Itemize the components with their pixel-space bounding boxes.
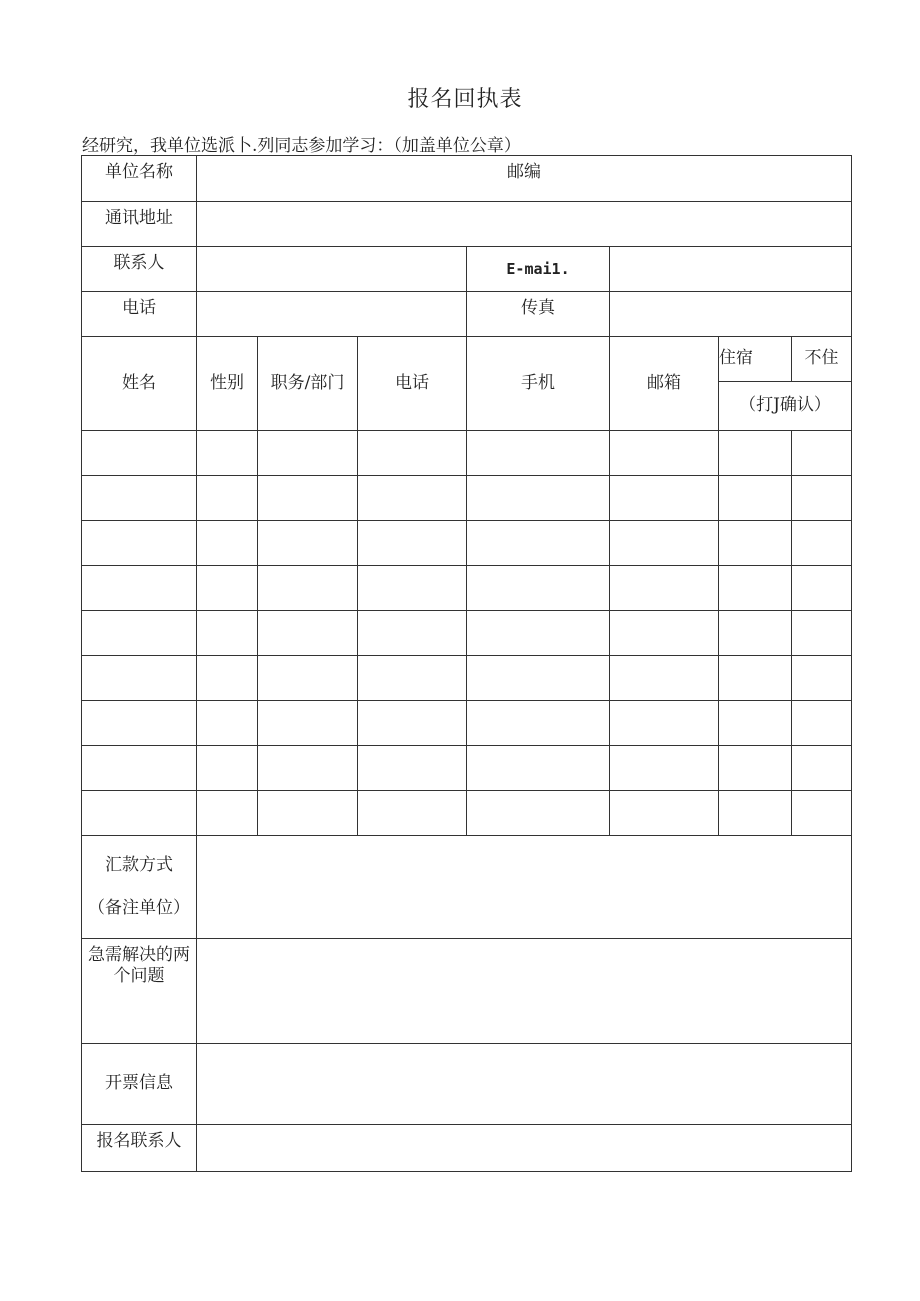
attendee-cell[interactable] [719, 566, 792, 611]
phone-field[interactable] [197, 292, 467, 337]
attendee-cell[interactable] [610, 656, 719, 701]
attendee-cell[interactable] [197, 476, 258, 521]
attendee-cell[interactable] [467, 791, 610, 836]
attendee-cell[interactable] [258, 701, 358, 746]
issues-field[interactable] [197, 939, 852, 1044]
attendee-row [82, 476, 852, 521]
attendee-cell[interactable] [258, 746, 358, 791]
attendee-cell[interactable] [358, 611, 467, 656]
attendee-cell[interactable] [258, 521, 358, 566]
attendee-cell[interactable] [258, 791, 358, 836]
fax-label: 传真 [467, 292, 610, 337]
reg-contact-label: 报名联系人 [82, 1125, 197, 1172]
attendee-cell[interactable] [467, 431, 610, 476]
attendee-cell[interactable] [358, 746, 467, 791]
col-header-mobile: 手机 [467, 337, 610, 431]
col-header-stay: 住宿 [719, 337, 792, 382]
email-field[interactable] [610, 247, 852, 292]
invoice-field[interactable] [197, 1044, 852, 1125]
attendee-cell[interactable] [197, 521, 258, 566]
attendee-cell[interactable] [197, 431, 258, 476]
address-label: 通讯地址 [82, 202, 197, 247]
col-header-gender: 性别 [197, 337, 258, 431]
payment-label: 汇款方式 （备注单位） [82, 836, 197, 939]
attendee-cell[interactable] [719, 521, 792, 566]
attendee-cell[interactable] [467, 656, 610, 701]
attendee-cell[interactable] [82, 611, 197, 656]
attendee-cell[interactable] [719, 701, 792, 746]
address-field[interactable] [197, 202, 852, 247]
attendee-cell[interactable] [792, 656, 852, 701]
attendee-cell[interactable] [792, 476, 852, 521]
attendee-cell[interactable] [258, 611, 358, 656]
attendee-cell[interactable] [197, 701, 258, 746]
check-note: （打J确认） [719, 382, 852, 431]
attendee-row [82, 431, 852, 476]
attendee-row [82, 791, 852, 836]
attendee-cell[interactable] [197, 566, 258, 611]
email-label: E-mai1. [467, 247, 610, 292]
unit-name-field[interactable] [197, 156, 852, 202]
attendee-cell[interactable] [719, 476, 792, 521]
attendee-cell[interactable] [610, 476, 719, 521]
attendee-row [82, 701, 852, 746]
invoice-label: 开票信息 [82, 1044, 197, 1125]
attendee-cell[interactable] [258, 566, 358, 611]
attendee-cell[interactable] [792, 746, 852, 791]
attendee-row [82, 656, 852, 701]
attendee-cell[interactable] [82, 566, 197, 611]
attendee-rows [82, 431, 852, 836]
attendee-cell[interactable] [82, 476, 197, 521]
issues-label: 急需解决的两个问题 [82, 939, 197, 1044]
attendee-cell[interactable] [792, 521, 852, 566]
attendee-cell[interactable] [258, 656, 358, 701]
attendee-cell[interactable] [82, 656, 197, 701]
attendee-cell[interactable] [467, 746, 610, 791]
attendee-cell[interactable] [197, 746, 258, 791]
registration-table [81, 155, 852, 1172]
intro-text: 经研究，我单位选派卜.列同志参加学习：（加盖单位公章） [82, 136, 521, 156]
attendee-cell[interactable] [258, 431, 358, 476]
attendee-cell[interactable] [358, 566, 467, 611]
attendee-row [82, 521, 852, 566]
col-header-phone: 电话 [358, 337, 467, 431]
attendee-cell[interactable] [258, 476, 358, 521]
col-header-no-stay: 不住 [792, 337, 852, 382]
attendee-cell[interactable] [719, 656, 792, 701]
contact-field[interactable] [197, 247, 467, 292]
attendee-cell[interactable] [792, 701, 852, 746]
attendee-cell[interactable] [719, 791, 792, 836]
col-header-position: 职务/部门 [258, 337, 358, 431]
attendee-cell[interactable] [792, 566, 852, 611]
attendee-cell[interactable] [82, 431, 197, 476]
payment-field[interactable] [197, 836, 852, 939]
attendee-cell[interactable] [467, 566, 610, 611]
attendee-cell[interactable] [467, 476, 610, 521]
attendee-cell[interactable] [358, 701, 467, 746]
attendee-cell[interactable] [610, 566, 719, 611]
attendee-cell[interactable] [610, 611, 719, 656]
attendee-cell[interactable] [610, 791, 719, 836]
attendee-cell[interactable] [467, 611, 610, 656]
attendee-cell[interactable] [467, 701, 610, 746]
col-header-name: 姓名 [82, 337, 197, 431]
attendee-cell[interactable] [719, 746, 792, 791]
payment-note: （备注单位） [88, 898, 190, 918]
unit-name-label: 单位名称 [82, 156, 197, 202]
attendee-cell[interactable] [610, 746, 719, 791]
attendee-cell[interactable] [610, 431, 719, 476]
attendee-cell[interactable] [467, 521, 610, 566]
attendee-cell[interactable] [82, 701, 197, 746]
attendee-cell[interactable] [719, 431, 792, 476]
contact-label: 联系人 [82, 247, 197, 292]
reg-contact-field[interactable] [197, 1125, 852, 1172]
attendee-cell[interactable] [82, 521, 197, 566]
attendee-row [82, 611, 852, 656]
attendee-cell[interactable] [82, 791, 197, 836]
fax-field[interactable] [610, 292, 852, 337]
attendee-cell[interactable] [610, 521, 719, 566]
postcode-label: 邮编 [507, 162, 541, 182]
attendee-cell[interactable] [358, 791, 467, 836]
attendee-row [82, 746, 852, 791]
attendee-cell[interactable] [358, 521, 467, 566]
form-title: 报名回执表 [407, 87, 523, 112]
attendee-cell[interactable] [197, 656, 258, 701]
attendee-cell[interactable] [197, 791, 258, 836]
attendee-cell[interactable] [358, 476, 467, 521]
attendee-cell[interactable] [358, 656, 467, 701]
attendee-cell[interactable] [610, 701, 719, 746]
attendee-cell[interactable] [82, 746, 197, 791]
attendee-cell[interactable] [792, 611, 852, 656]
attendee-cell[interactable] [792, 431, 852, 476]
col-header-email: 邮箱 [610, 337, 719, 431]
attendee-cell[interactable] [719, 611, 792, 656]
attendee-row [82, 566, 852, 611]
attendee-cell[interactable] [197, 611, 258, 656]
attendee-cell[interactable] [792, 791, 852, 836]
attendee-cell[interactable] [358, 431, 467, 476]
phone-label: 电话 [82, 292, 197, 337]
